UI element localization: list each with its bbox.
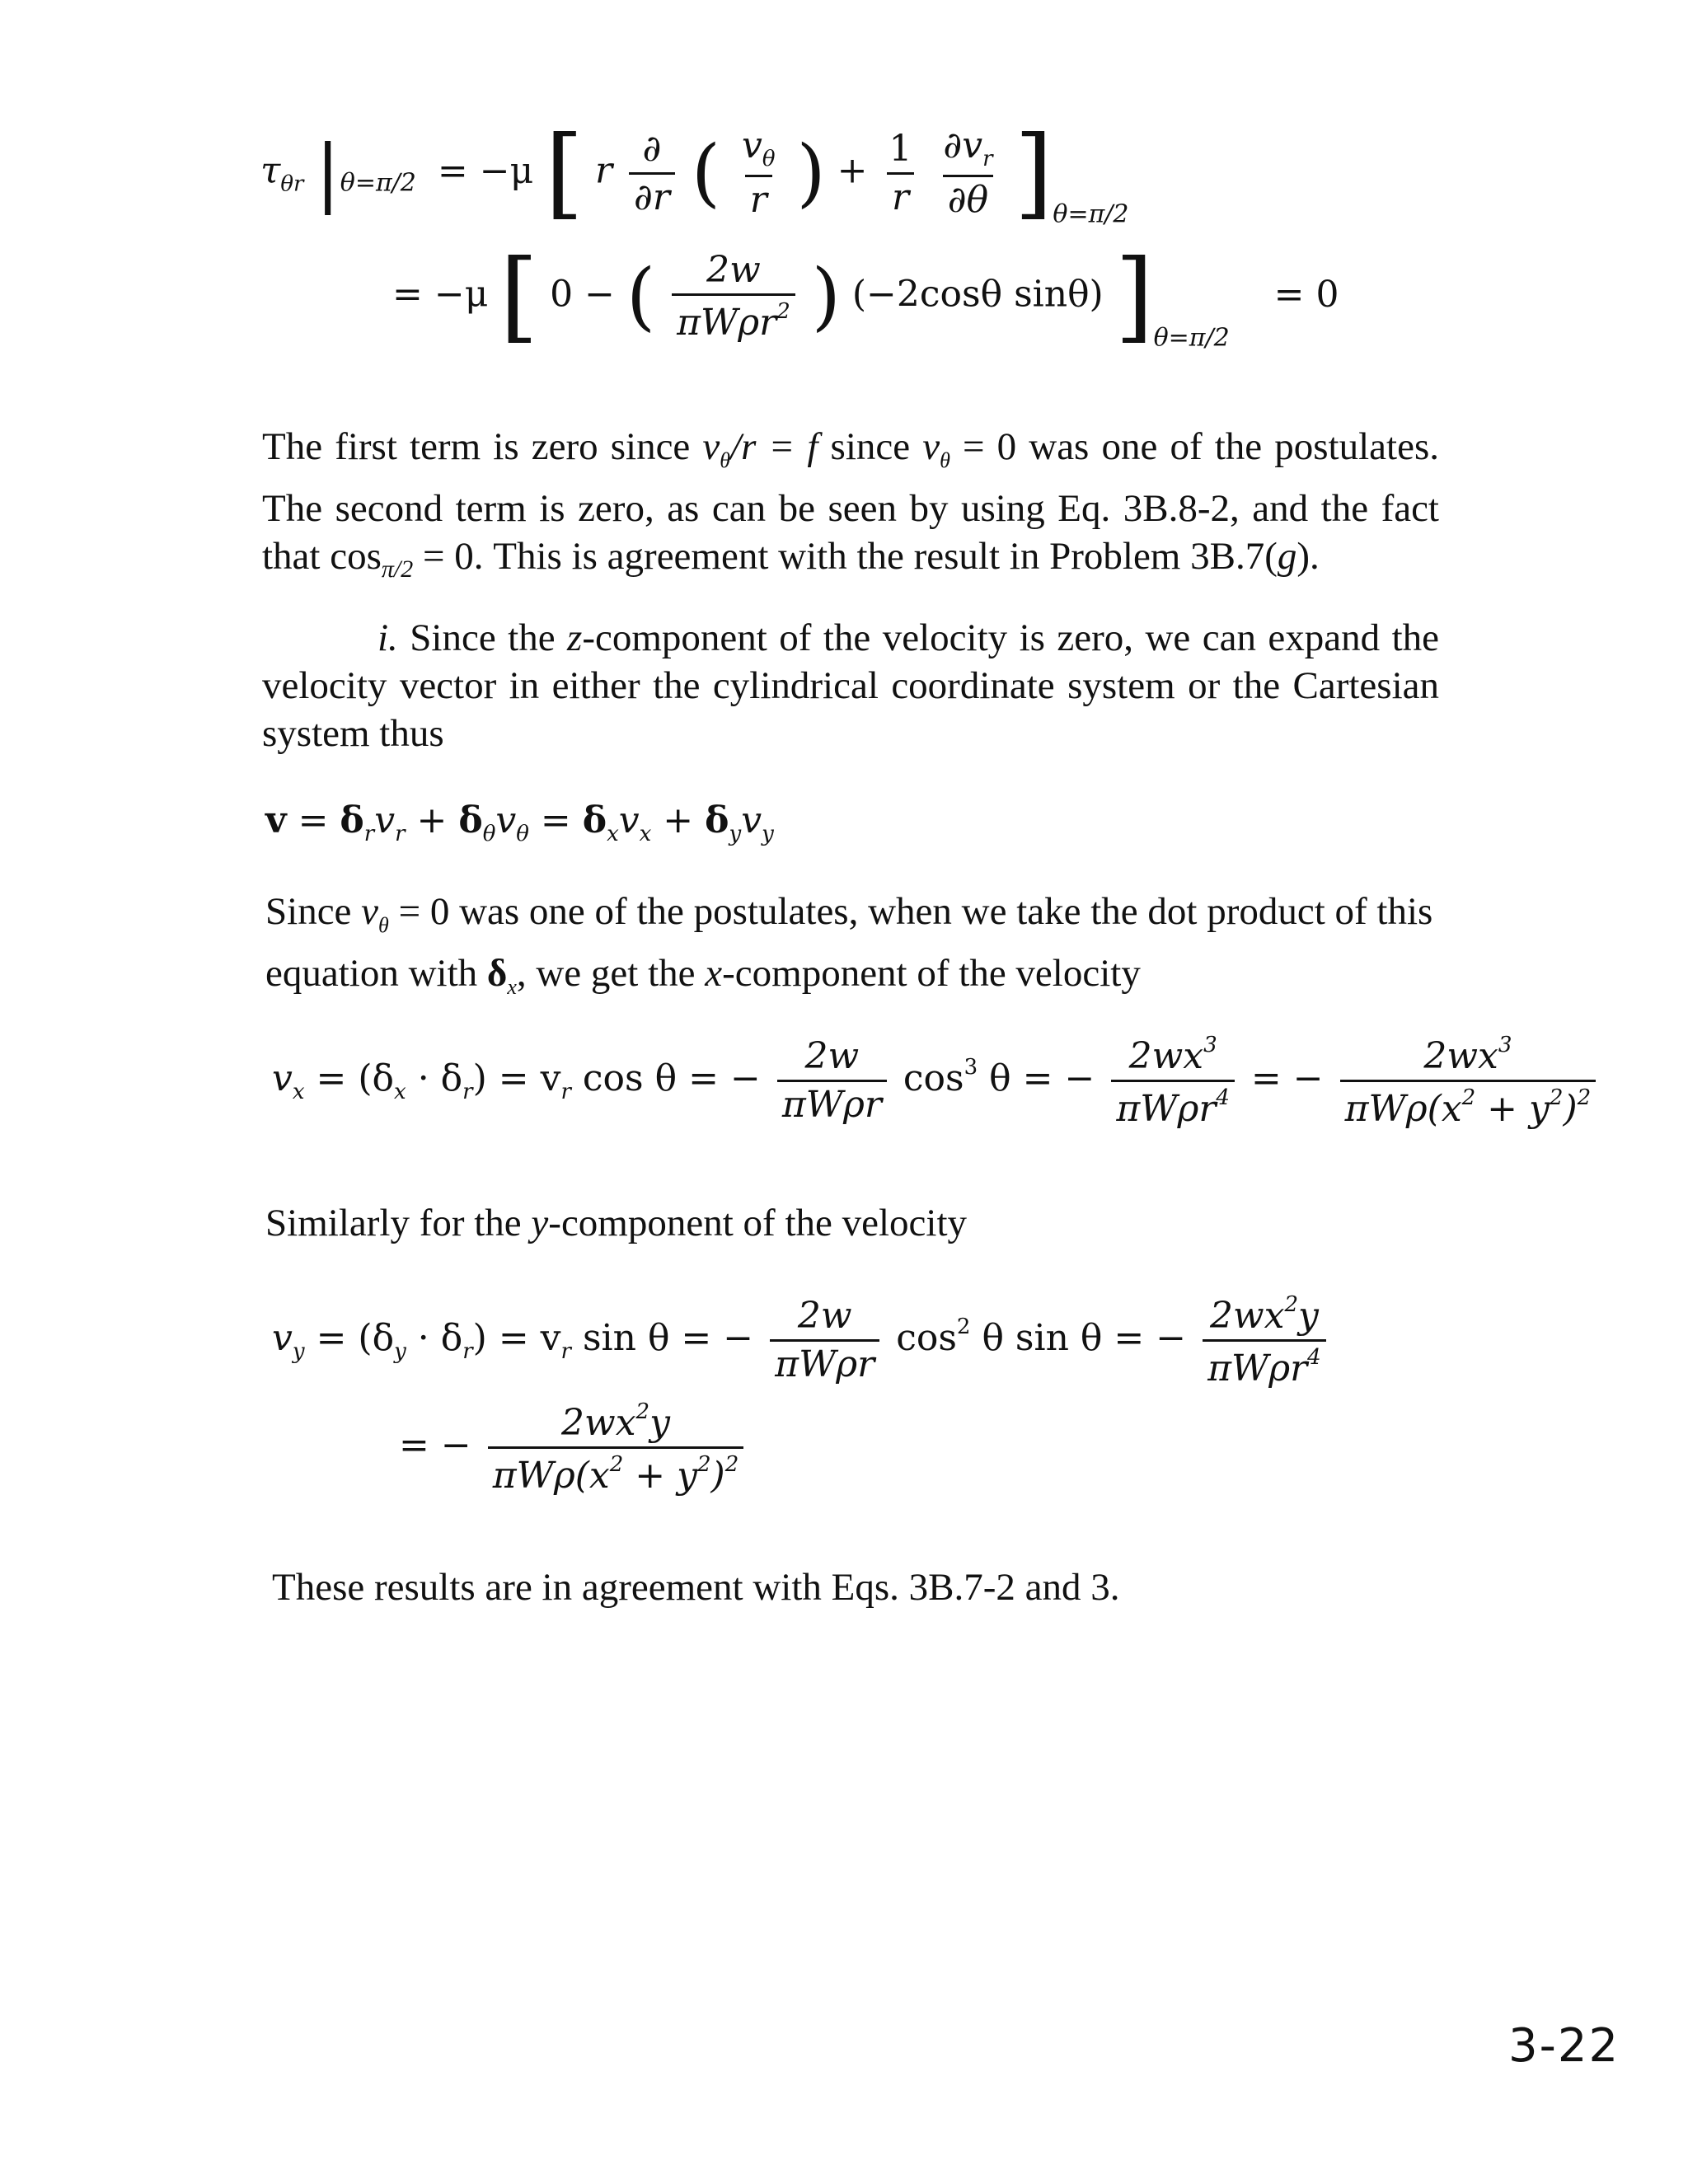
zero-minus: 0 −	[550, 273, 616, 316]
equation-tau-line2	[392, 239, 1339, 354]
equation-velocity-vector: $v = \delta_rv_r + \delta_\theta v_\theta = \delta_xv_x + \delta_yv_y$	[265, 799, 774, 846]
paragraph-part-i: i. Since the z-component of the velocity is zero, we can expand the velocity vector in either the cylindrical coordinate system or the Cartesian system thus	[262, 616, 1439, 755]
right-bracket: ]	[1114, 239, 1154, 354]
eval-subscript: θ=π/2	[1053, 199, 1129, 229]
right-paren: )	[811, 253, 841, 340]
paragraph-first-term: The first term is zero since $v_\theta/r = f$ since $v_\theta = 0$ was one of the postulates. The second term is zero, as can be seen by using Eq. 3B.8-2, and the fact that $\cos_{\pi/2} = 0$. This is agreement with the result in Problem 3B.7(g).	[262, 425, 1439, 583]
fraction-numerator: ∂	[642, 127, 662, 170]
fraction-denominator: ∂r	[629, 172, 675, 216]
left-paren: (	[691, 129, 720, 216]
right-paren: )	[796, 129, 826, 216]
fraction-numerator: $\partial v_r$	[943, 124, 993, 171]
eval-subscript: θ=π/2	[340, 168, 416, 198]
paragraph-conclusion: These results are in agreement with Eqs. 3B.7-2 and 3.	[272, 1566, 1120, 1609]
tau-subscript: θr	[280, 171, 304, 197]
fraction-numerator: $v_\theta$	[742, 124, 776, 171]
neg-mu: = −μ	[437, 149, 534, 192]
fraction-denominator: ∂θ	[943, 175, 993, 218]
paragraph-y-component: Similarly for the y-component of the velocity	[265, 1202, 968, 1244]
eval-bar: |	[315, 129, 340, 216]
plus-sign: +	[837, 149, 868, 192]
right-bracket: ]	[1014, 115, 1053, 230]
left-bracket: [	[545, 115, 584, 230]
fraction-numerator: 1	[889, 127, 912, 170]
left-paren: (	[626, 253, 656, 340]
left-bracket: [	[499, 239, 539, 354]
fraction-numerator: 2w	[706, 249, 761, 291]
vy-fraction-3: $\frac{2wx^2y}{\pi W\rho(x^2 + y^2)^2}$	[488, 1401, 744, 1494]
equation-vy-line1: $v_y = (\delta_y \cdot \delta_r) = v_r$ sin θ = − $\frac{2w}{\text{πWρr}}$ $\cos^2 \theta$ sin θ = − $\frac{2wx^2y}{\pi W\rho r^4}$	[272, 1294, 1331, 1387]
tau-symbol: τ	[260, 149, 281, 192]
2w-fraction	[672, 249, 795, 344]
vy-fraction-2: $\frac{2wx^2y}{\pi W\rho r^4}$	[1203, 1294, 1326, 1387]
eval-subscript: θ=π/2	[1153, 323, 1230, 353]
fraction-denominator: r	[745, 175, 772, 218]
fraction-denominator: r	[887, 172, 914, 216]
trig-term: (−2cosθ sinθ)	[851, 273, 1104, 316]
page-number: 3-22	[1508, 2019, 1620, 2073]
v-theta-over-r-fraction	[737, 124, 781, 221]
one-over-r-fraction	[884, 127, 917, 218]
vx-fraction-2: $\frac{2wx^3}{\pi W\rho r^4}$	[1111, 1034, 1235, 1127]
vx-fraction-3: $\frac{2wx^3}{\pi W\rho(x^2 + y^2)^2}$	[1340, 1034, 1597, 1127]
vy-fraction-1: $\frac{2w}{\text{πWρr}}$	[770, 1298, 879, 1383]
dvr-dtheta-fraction	[939, 124, 998, 221]
equation-vx: $v_x = (\delta_x \cdot \delta_r) = v_r$ cos θ = − $\frac{2w}{\text{πWρr}}$ $\cos^3 \theta$ = − $\frac{2wx^3}{\pi W\rho r^4}$ = − $\frac{2wx^3}{\pi W\rho(x^2 + y^2)^2}$	[272, 1034, 1601, 1127]
partial-r-fraction	[629, 127, 675, 218]
r-factor: r	[595, 149, 613, 192]
fraction-denominator: πWρr$^2$	[672, 293, 795, 341]
neg-mu: = −μ	[392, 273, 489, 316]
vx-fraction-1: $\frac{2w}{\text{πWρr}}$	[777, 1038, 887, 1123]
equation-tau-line1	[260, 115, 1129, 230]
equation-vy-line2: = − $\frac{2wx^2y}{\pi W\rho(x^2 + y^2)^2}$	[399, 1401, 748, 1494]
result-zero: = 0	[1273, 273, 1339, 316]
paragraph-dot-product: Since $v_\theta = 0$ was one of the postulates, when we take the dot product of this equation with $\delta_x$, we get the x-component of the velocity	[265, 890, 1433, 999]
